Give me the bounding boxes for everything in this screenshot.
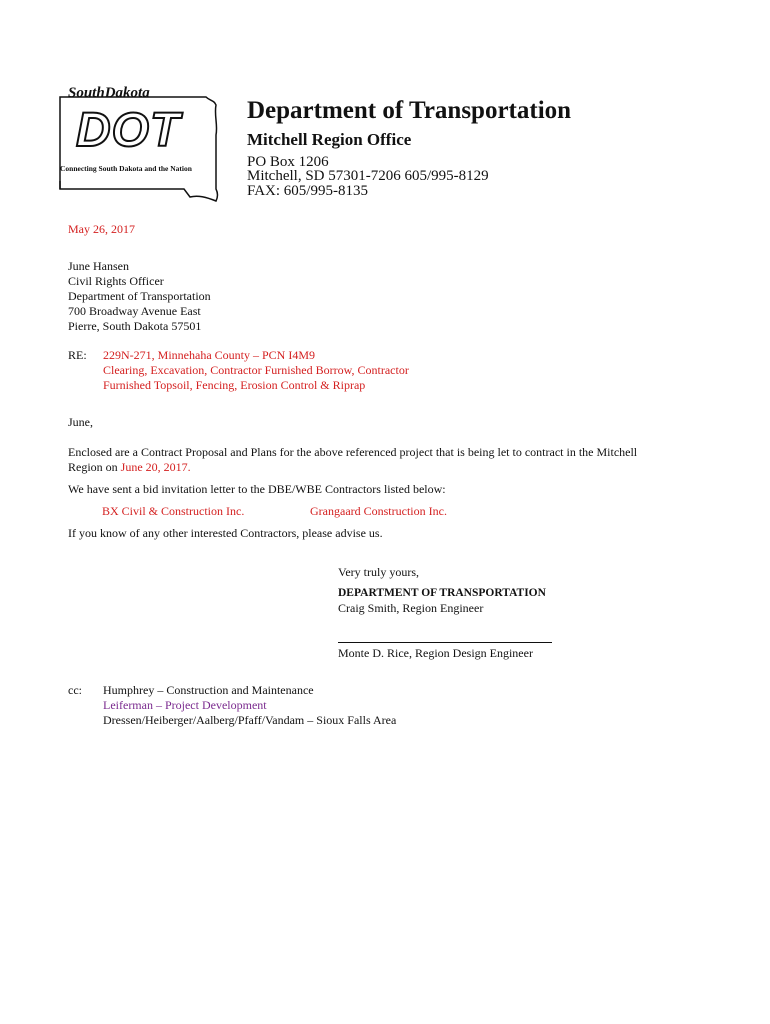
cc-line: Humphrey – Construction and Maintenance: [103, 683, 314, 697]
recipient-line: Civil Rights Officer: [68, 274, 164, 288]
closing-org: DEPARTMENT OF TRANSPORTATION: [338, 587, 546, 599]
recipient-line: Department of Transportation: [68, 289, 211, 303]
sddot-logo: [56, 85, 222, 203]
body-paragraph-2: We have sent a bid invitation letter to the DBE/WBE Contractors listed below:: [68, 482, 446, 496]
letter-date: May 26, 2017: [68, 222, 135, 236]
recipient-line: 700 Broadway Avenue East: [68, 304, 201, 318]
recipient-line: Pierre, South Dakota 57501: [68, 319, 202, 333]
signature-line: [338, 642, 552, 643]
logo-tagline: Connecting South Dakota and the Nation: [60, 164, 192, 173]
recipient-line: June Hansen: [68, 259, 129, 273]
address-line: PO Box 1206: [247, 154, 329, 170]
re-line: Clearing, Excavation, Contractor Furnished Borrow, Contractor: [103, 363, 409, 377]
valediction: Very truly yours,: [338, 565, 419, 579]
signer-2: Monte D. Rice, Region Design Engineer: [338, 646, 533, 660]
signer-1: Craig Smith, Region Engineer: [338, 601, 484, 615]
logo-dot-mark: DOT: [76, 104, 181, 157]
body-paragraph-1: Enclosed are a Contract Proposal and Plans for the above referenced project that is being let to contract in the Mitchell: [68, 445, 638, 459]
body-paragraph-1-cont: [68, 460, 191, 475]
cc-label: cc:: [68, 683, 82, 697]
logo-script-text: SouthDakota: [68, 85, 150, 101]
salutation: June,: [68, 415, 93, 429]
letting-date: June 20, 2017.: [120, 460, 191, 474]
fax-line: FAX: 605/995-8135: [247, 183, 368, 199]
body-paragraph-3: If you know of any other interested Contractors, please advise us.: [68, 526, 383, 540]
address-line: Mitchell, SD 57301-7206 605/995-8129: [247, 168, 489, 184]
re-line: 229N-271, Minnehaha County – PCN I4M9: [103, 348, 315, 362]
contractor-name: BX Civil & Construction Inc.: [102, 504, 245, 518]
cc-line: Leiferman – Project Development: [103, 698, 267, 712]
re-line: Furnished Topsoil, Fencing, Erosion Control & Riprap: [103, 378, 366, 392]
department-title: Department of Transportation: [247, 97, 572, 124]
contractor-name: Grangaard Construction Inc.: [310, 504, 447, 518]
cc-line: Dressen/Heiberger/Aalberg/Pfaff/Vandam – Sioux Falls Area: [103, 713, 397, 727]
body-text: Region on: [68, 460, 121, 474]
re-label: RE:: [68, 348, 87, 362]
office-name: Mitchell Region Office: [247, 130, 412, 149]
